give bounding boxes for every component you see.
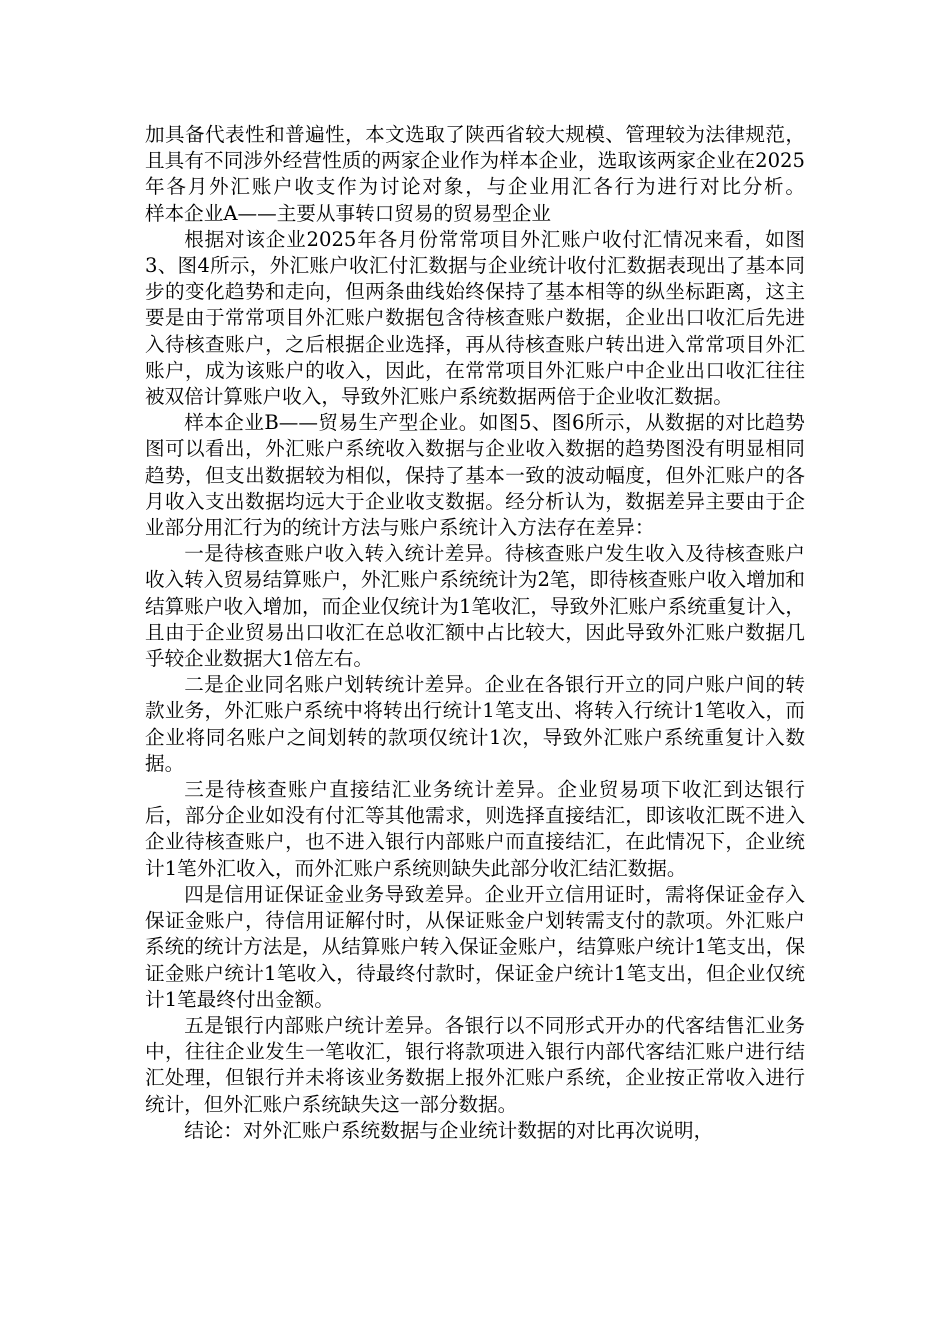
paragraph-intro-sample-a: 加具备代表性和普遍性，本文选取了陕西省较大规模、管理较为法律规范，且具有不同涉外经营性质的两家企业作为样本企业，选取该两家企业在2025年各月外汇账户收支作为讨论对象，与企业用汇各行为进行对比分析。 样本企业A——主要从事转口贸易的贸易型企业 [145, 123, 868, 225]
paragraph-conclusion: 结论：对外汇账户系统数据与企业统计数据的对比再次说明， [184, 1118, 714, 1142]
paragraph-difference-three: 三是待核查账户直接结汇业务统计差异。企业贸易项下收汇到达银行后，部分企业如没有付汇等其他需求，则选择直接结汇，即该收汇既不进入企业待核查账户，也不进入银行内部账户而直接结汇，在此情况下，企业统计1笔外汇收入，而外汇账户系统则缺失此部分收汇结汇数据。 [145, 778, 805, 880]
paragraph-difference-one: 一是待核查账户收入转入统计差异。待核查账户发生收入及待核查账户收入转入贸易结算账户，外汇账户系统统计为2笔，即待核查账户收入增加和结算账户收入增加，而企业仅统计为1笔收汇，导致外汇账户系统重复计入，且由于企业贸易出口收汇在总收汇额中占比较大，因此导致外汇账户数据几乎较企业数据大1倍左右。 [145, 542, 805, 671]
paragraph-sample-a-analysis: 根据对该企业2025年各月份常常项目外汇账户收付汇情况来看，如图3、图4所示，外汇账户收汇付汇数据与企业统计收付汇数据表现出了基本同步的变化趋势和走向，但两条曲线始终保持了基本相等的纵坐标距离，这主要是由于常常项目外汇账户数据包含待核查账户数据，企业出口收汇后先进入待核查账户，之后根据企业选择，再从待核查账户转出进入常常项目外汇账户，成为该账户的收入，因此，在常常项目外汇账户中企业出口收汇往往被双倍计算账户收入，导致外汇账户系统数据两倍于企业收汇数据。 [145, 227, 805, 409]
paragraph-sample-b-analysis: 样本企业B——贸易生产型企业。如图5、图6所示，从数据的对比趋势图可以看出，外汇账户系统收入数据与企业收入数据的趋势图没有明显相同趋势，但支出数据较为相似，保持了基本一致的波动幅度，但外汇账户的各月收入支出数据均远大于企业收支数据。经分析认为，数据差异主要由于企业部分用汇行为的统计方法与账户系统计入方法存在差异： [145, 411, 805, 540]
paragraph-difference-four: 四是信用证保证金业务导致差异。企业开立信用证时，需将保证金存入保证金账户，待信用证解付时，从保证账金户划转需支付的款项。外汇账户系统的统计方法是，从结算账户转入保证金账户，结算账户统计1笔支出，保证金账户统计1笔收入，待最终付款时，保证金户统计1笔支出，但企业仅统计1笔最终付出金额。 [145, 882, 805, 1011]
paragraph-difference-five: 五是银行内部账户统计差异。各银行以不同形式开办的代客结售汇业务中，往往企业发生一笔收汇，银行将款项进入银行内部代客结汇账户进行结汇处理，但银行并未将该业务数据上报外汇账户系统，企业按正常收入进行统计，但外汇账户系统缺失这一部分数据。 [145, 1013, 805, 1116]
document-body [145, 122, 868, 1144]
paragraph-difference-two: 二是企业同名账户划转统计差异。企业在各银行开立的同户账户间的转款业务，外汇账户系统中将转出行统计1笔支出、将转入行统计1笔收入，而企业将同名账户之间划转的款项仅统计1次，导致外汇账户系统重复计入数据。 [145, 673, 805, 775]
